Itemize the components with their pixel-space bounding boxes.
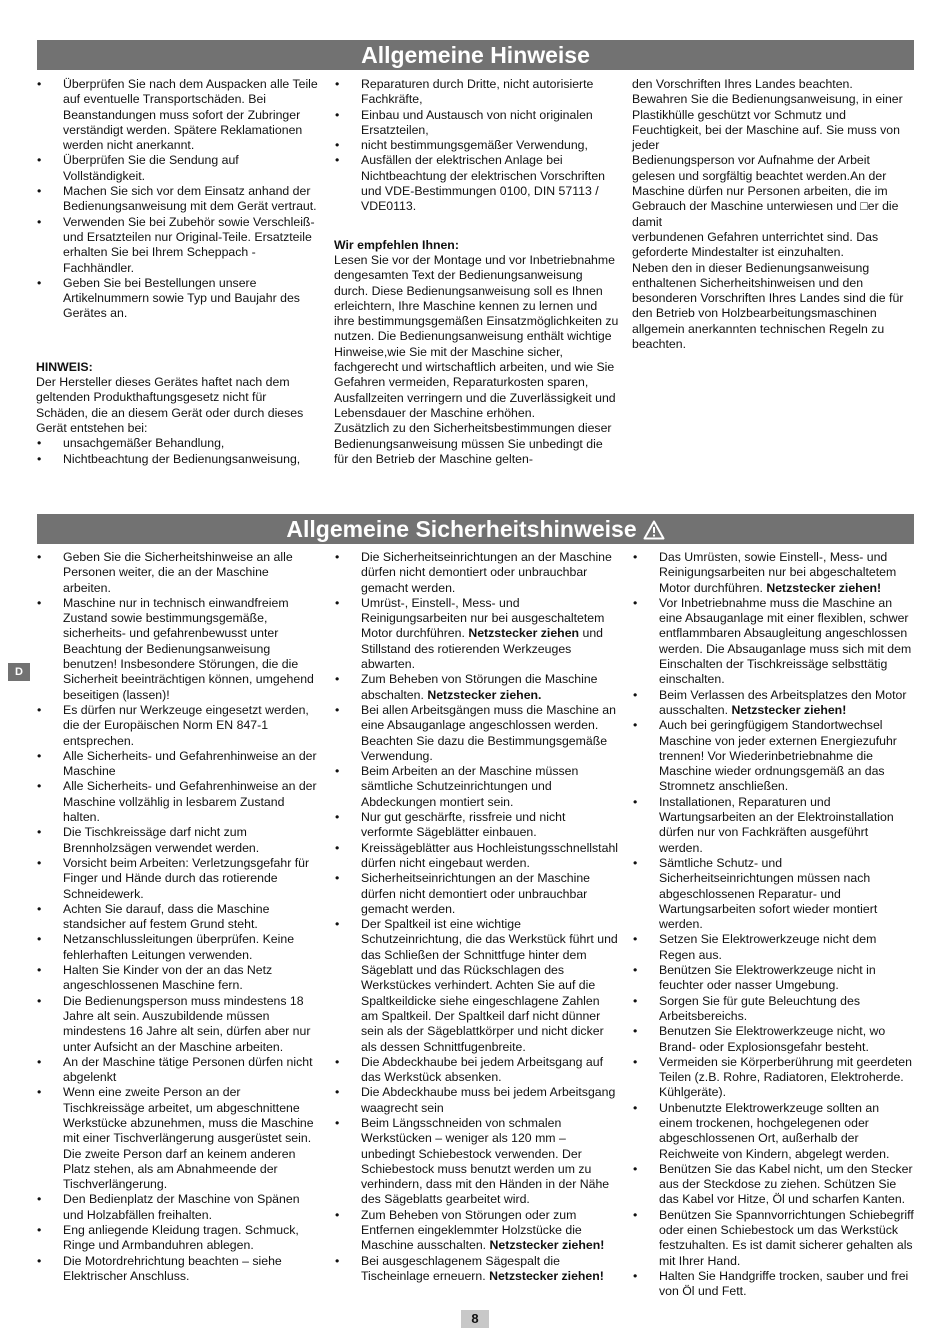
list-item <box>632 1055 914 1101</box>
list-item-text: Halten Sie Handgriffe trocken, sauber und frei von Öl und Fett. <box>659 1268 909 1299</box>
col3-text-1: den Vorschriften Ihres Landes beachten. <box>632 77 853 91</box>
list-item-emphasis: Netzstecker ziehen <box>468 626 580 641</box>
list-item: • Machen Sie sich vor dem Einsatz anhand der Bedienungsanweisung mit dem Gerät vertraut. <box>36 184 318 215</box>
section2-column-1 <box>36 550 318 1284</box>
list-item-text: Vermeiden sie Körperberührung mit geerdeten Teilen (z.B. Rohre, Radiatoren, Elektroherde. Kühlgeräte). <box>659 1054 912 1100</box>
col3-text-2: Bewahren Sie die Bedienungsanweisung, in einer Plastikhülle geschützt vor Schmutz und Feuchtigkeit, bei der Maschine auf. Sie muss von jeder <box>632 92 903 153</box>
list-item <box>334 1116 619 1208</box>
list-item <box>334 764 619 810</box>
list-item <box>334 550 619 596</box>
col3-text-3: Bedienungsperson vor Aufnahme der Arbeit gelesen und sorgfältig beachtet werden.An der Maschine dürfen nur Personen arbeiten, die im Gebrauch der Maschine unterwiesen und □er die damit <box>632 153 899 229</box>
section2-title-text: Allgemeine Sicherheitshinweise <box>286 516 637 542</box>
section1-column-2 <box>334 77 619 467</box>
list-item-text: Unbenutzte Elektrowerkzeuge sollten an einem trockenen, hochgelegenen oder abgeschlossenen Ort, außerhalb der Reichweite von Kindern, abgelegt werden. <box>659 1100 890 1161</box>
list-item-text: Zum Beheben von Störungen die Maschine abschalten. <box>361 672 598 702</box>
hinweis-list <box>36 436 318 467</box>
list-item-text: Beim Arbeiten an der Maschine müssen sämtliche Schutzeinrichtungen und Abdeckungen montiert sein. <box>361 764 579 809</box>
list-item <box>632 718 914 794</box>
list-item-text: Sicherheitseinrichtungen an der Maschine dürfen nicht demontiert oder unbrauchbar gemacht werden. <box>361 871 590 916</box>
list-item <box>334 841 619 872</box>
list-item: • Verwenden Sie bei Zubehör sowie Verschleiß- und Ersatzteilen nur Original-Teile. Ersatzteile erhalten Sie bei Ihrem Scheppach - Fachhändler. <box>36 215 318 276</box>
list-item-text: Vor Inbetriebnahme muss die Maschine an eine Absauganlage mit einer flexiblen, schwer entflammbaren Absaugleitung angeschlossen werden. Die Absauganlage muss sich mit dem Einschalten der Tischkreissäge selbsttätig einschalten. <box>659 595 912 687</box>
list-item-text: Sämtliche Schutz- und Sicherheitseinrichtungen müssen nach abgeschlossenen Reparatur- und Wartungsarbeiten sofort wieder montiert werden. <box>659 855 878 932</box>
section2-col2-list <box>334 550 619 1284</box>
section-title-sicherheitshinweise <box>37 514 914 544</box>
list-item: • Alle Sicherheits- und Gefahrenhinweise an der Maschine vollzählig in lesbarem Zustand halten. <box>36 779 318 825</box>
list-item-text: Installationen, Reparaturen und Wartungsarbeiten an der Elektroinstallation dürfen nur von Fachkräften ausgeführt werden. <box>659 794 894 855</box>
section1-column-3 <box>632 77 914 352</box>
list-item: • Ausfällen der elektrischen Anlage bei Nichtbeachtung der elektrischen Vorschriften und VDE-Bestimmungen 0100, DIN 57113 / VDE0113. <box>334 153 619 214</box>
list-item: • Die Bedienungsperson muss mindestens 18 Jahre alt sein. Auszubildende müssen mindestens 16 Jahre alt sein, dürfen aber nur unter Aufsicht an der Maschine arbeiten. <box>36 994 318 1055</box>
list-item-text: Zum Beheben von Störungen oder zum Entfernen eingeklemmter Holzstücke die Maschine ausschalten. <box>361 1207 582 1253</box>
list-item: • Reparaturen durch Dritte, nicht autorisierte Fachkräfte, <box>334 77 619 108</box>
list-item <box>632 932 914 963</box>
list-item: • Es dürfen nur Werkzeuge eingesetzt werden, die der Europäischen Norm EN 847-1 entsprechen. <box>36 703 318 749</box>
list-item-emphasis: Netzstecker ziehen! <box>489 1238 605 1253</box>
list-item-text: Der Spaltkeil ist eine wichtige Schutzeinrichtung, die das Werkstück führt und das Schließen der Schnittfuge hinter dem Sägeblatt und das Rückschlagen des Werkstückes verhindert. Achten Sie auf die Spaltkeildicke siehe eingeschlagene Zahlen am Spaltkeil. Der Spaltkeil darf nicht dünner sein als der Sägeblattkörper und nicht dicker als dessen Schnittfugenbreite. <box>361 917 618 1054</box>
list-item: • Nichtbeachtung der Bedienungsanweisung, <box>36 452 318 467</box>
list-item-text: Bei ausgeschlagenem Sägespalt die Tischeinlage erneuern. <box>361 1253 560 1283</box>
section1-col2-list <box>334 77 619 215</box>
hinweis-heading: HINWEIS: <box>36 359 93 374</box>
list-item: • Netzanschlussleitungen überprüfen. Keine fehlerhaften Leitungen verwenden. <box>36 932 318 963</box>
list-item: • nicht bestimmungsgemäßer Verwendung, <box>334 138 619 153</box>
list-item-text: Benützen Sie das Kabel nicht, um den Stecker aus der Steckdose zu ziehen. Schützen Sie das Kabel vor Hitze, Öl und scharfen Kanten. <box>659 1161 913 1207</box>
list-item-text: Benutzen Sie Elektrowerkzeuge nicht, wo Brand- oder Explosionsgefahr besteht. <box>659 1024 886 1054</box>
list-item: • Halten Sie Kinder von der an das Netz angeschlossenen Maschine fern. <box>36 963 318 994</box>
list-item: • Überprüfen Sie nach dem Auspacken alle Teile auf eventuelle Transportschäden. Bei Beanstandungen muss sofort der Zubringer verständigt werden. Spätere Reklamationen werden nicht anerkannt. <box>36 77 318 153</box>
list-item <box>334 871 619 917</box>
list-item: • Den Bedienplatz der Maschine von Spänen und Holzabfällen freihalten. <box>36 1192 318 1223</box>
list-item <box>632 994 914 1025</box>
list-item <box>334 703 619 764</box>
list-item <box>632 1101 914 1162</box>
list-item: • Geben Sie die Sicherheitshinweise an alle Personen weiter, die an der Maschine arbeiten. <box>36 550 318 596</box>
section1-column-1 <box>36 77 318 467</box>
list-item-text: Kreissägeblätter aus Hochleistungsschnellstahl dürfen nicht eingebaut werden. <box>361 840 619 870</box>
list-item <box>632 688 914 719</box>
list-item <box>632 1024 914 1055</box>
list-item-text: Bei allen Arbeitsgängen muss die Maschine an eine Absauganlage angeschlossen werden. Beachten Sie dazu die Bestimmungsgemäße Verwendung. <box>361 702 616 763</box>
list-item-text: Auch bei geringfügigem Standortwechsel Maschine von jeder externen Energiezufuhr trennen! Vor Wiederinbetriebnahme die Maschine wieder ordnungsgemäß an das Stromnetz anschließen. <box>659 718 897 794</box>
list-item-text: Die Abdeckhaube muss bei jedem Arbeitsgang waagrecht sein <box>361 1085 616 1115</box>
list-item <box>334 596 619 672</box>
list-item: • unsachgemäßer Behandlung, <box>36 436 318 451</box>
list-item: • Einbau und Austausch von nicht originalen Ersatzteilen, <box>334 108 619 139</box>
list-item-text: Umrüst-, Einstell-, Mess- und Reinigungsarbeiten nur bei ausgeschaltetem Motor durchführen. <box>361 595 605 641</box>
list-item: • Achten Sie darauf, dass die Maschine standsicher auf festem Grund steht. <box>36 902 318 933</box>
section1-col2-tail: Zusätzlich zu den Sicherheitsbestimmungen dieser Bedienungsanweisung müssen Sie unbedingt die für den Betrieb der Maschine gelten- <box>334 421 612 466</box>
list-item <box>632 963 914 994</box>
col3-text-4: verbundenen Gefahren unterrichtet sind. Das geforderte Mindestalter ist einzuhalten. <box>632 229 879 260</box>
list-item <box>334 1208 619 1254</box>
section2-col3-list <box>632 550 914 1300</box>
list-item <box>334 917 619 1055</box>
empfehlen-heading: Wir empfehlen Ihnen: <box>334 237 459 252</box>
list-item: • Wenn eine zweite Person an der Tischkreissäge arbeitet, um abgeschnittene Werkstücke abzunehmen, muss die Maschine mit einer Tischverlängerung ausgerüstet sein. Die zweite Person darf an keinem anderen Platz stehen, als am Abnahmeende der Tischverlängerung. <box>36 1085 318 1192</box>
list-item-emphasis: Netzstecker ziehen! <box>731 702 847 717</box>
list-item: • Maschine nur in technisch einwandfreiem Zustand sowie bestimmungsgemäße, sicherheits- und gefahrenbewusst unter Beachtung der Bedienungsanweisung benutzen! Insbesondere Störungen, die die Sicherheit beeinträchtigen können, umgehend beseitigen (lassen)! <box>36 596 318 703</box>
list-item-emphasis: Netzstecker ziehen! <box>766 580 882 595</box>
list-item <box>632 550 914 596</box>
section1-col1-list <box>36 77 318 322</box>
list-item-text: Beim Längsschneiden von schmalen Werkstücken – weniger als 120 mm – unbedingt Schiebestock verwenden. Der Schiebestock muss benutzt werden um zu verhindern, dass mit den Händen in der Nähe des Sägeblatts gearbeitet wird. <box>361 1115 610 1207</box>
section2-col1-list <box>36 550 318 1284</box>
list-item <box>334 810 619 841</box>
list-item-text: Setzen Sie Elektrowerkzeuge nicht dem Regen aus. <box>659 932 877 962</box>
list-item <box>632 1208 914 1269</box>
list-item-text-after: und Stillstand des rotierenden Werkzeuges abwarten. <box>361 626 604 672</box>
list-item: • Überprüfen Sie die Sendung auf Vollständigkeit. <box>36 153 318 184</box>
list-item-text: Beim Verlassen des Arbeitsplatzes den Motor ausschalten. <box>659 687 907 717</box>
list-item-text: Die Abdeckhaube bei jedem Arbeitsgang auf das Werkstück absenken. <box>361 1054 604 1085</box>
list-item-text: Benützen Sie Spannvorrichtungen Schiebegriff oder einen Schiebestock um das Werkstück festzuhalten. Es ist damit sicherer gehalten als mit Ihrer Hand. <box>659 1207 914 1268</box>
list-item-text: Nur gut geschärfte, rissfreie und nicht verformte Sägeblätter einbauen. <box>361 810 566 840</box>
list-item: • Vorsicht beim Arbeiten: Verletzungsgefahr für Finger und Hände durch das rotierende Schneidewerk. <box>36 856 318 902</box>
list-item: • Die Motordrehrichtung beachten – siehe Elektrischer Anschluss. <box>36 1254 318 1285</box>
hinweis-text: Der Hersteller dieses Gerätes haftet nach dem geltenden Produkthaftungsgesetz nicht für Schäden, die an diesem Gerät oder durch dieses Gerät entstehen bei: <box>36 375 304 435</box>
list-item <box>632 1269 914 1300</box>
section2-column-3 <box>632 550 914 1300</box>
list-item: • Geben Sie bei Bestellungen unsere Artikelnummern sowie Typ und Baujahr des Gerätes an. <box>36 276 318 322</box>
list-item <box>632 596 914 688</box>
list-item <box>632 856 914 932</box>
empfehlen-text: Lesen Sie vor der Montage und vor Inbetriebnahme dengesamten Text der Bedienungsanweisung durch. Diese Bedienungsanweisung soll es Ihnen erleichtern, Ihre Maschine kennen zu lernen und ihre bestimmungsgemäßen Einsatzmöglichkeiten zu nutzen. Die Bedienungsanweisung enthält wichtige Hinweise,wie Sie mit der Maschine sicher, fachgerecht und wirtschaftlich arbeiten, und wie Sie Gefahren vermeiden, Reparaturkosten sparen, Ausfallzeiten verringern und die Zuverlässigkeit und Lebensdauer der Maschine erhöhen. <box>334 252 619 420</box>
list-item <box>334 1085 619 1116</box>
section2-column-2 <box>334 550 619 1284</box>
list-item: • An der Maschine tätige Personen dürfen nicht abgelenkt <box>36 1055 318 1086</box>
warning-triangle-icon <box>643 520 665 540</box>
list-item-text: Die Sicherheitseinrichtungen an der Maschine dürfen nicht demontiert oder unbrauchbar gemacht werden. <box>361 550 612 595</box>
list-item <box>334 672 619 703</box>
list-item <box>632 795 914 856</box>
language-tab: D <box>8 663 30 681</box>
list-item-text: Sorgen Sie für gute Beleuchtung des Arbeitsbereichs. <box>659 993 860 1023</box>
list-item-text: Das Umrüsten, sowie Einstell-, Mess- und Reinigungsarbeiten nur bei abgeschaltetem Motor durchführen. <box>659 550 897 595</box>
col3-text-5: Neben den in dieser Bedienungsanweisung enthaltenen Sicherheitshinweisen und den besonderen Vorschriften Ihres Landes sind die für den Betrieb von Holzbearbeitungsmaschinen allgemein anerkannten technischen Regeln zu beachten. <box>632 260 904 352</box>
list-item-text: Benützen Sie Elektrowerkzeuge nicht in feuchter oder nasser Umgebung. <box>659 963 876 993</box>
list-item-emphasis: Netzstecker ziehen! <box>489 1268 604 1283</box>
list-item <box>632 1162 914 1208</box>
list-item: • Die Tischkreissäge darf nicht zum Brennholzsägen verwendet werden. <box>36 825 318 856</box>
section-title-allgemeine-hinweise: Allgemeine Hinweise <box>37 40 914 70</box>
list-item: • Alle Sicherheits- und Gefahrenhinweise an der Maschine <box>36 749 318 780</box>
page-number: 8 <box>461 1310 489 1328</box>
list-item: • Eng anliegende Kleidung tragen. Schmuck, Ringe und Armbanduhren ablegen. <box>36 1223 318 1254</box>
list-item <box>334 1254 619 1285</box>
list-item <box>334 1055 619 1086</box>
list-item-emphasis: Netzstecker ziehen. <box>427 687 542 702</box>
